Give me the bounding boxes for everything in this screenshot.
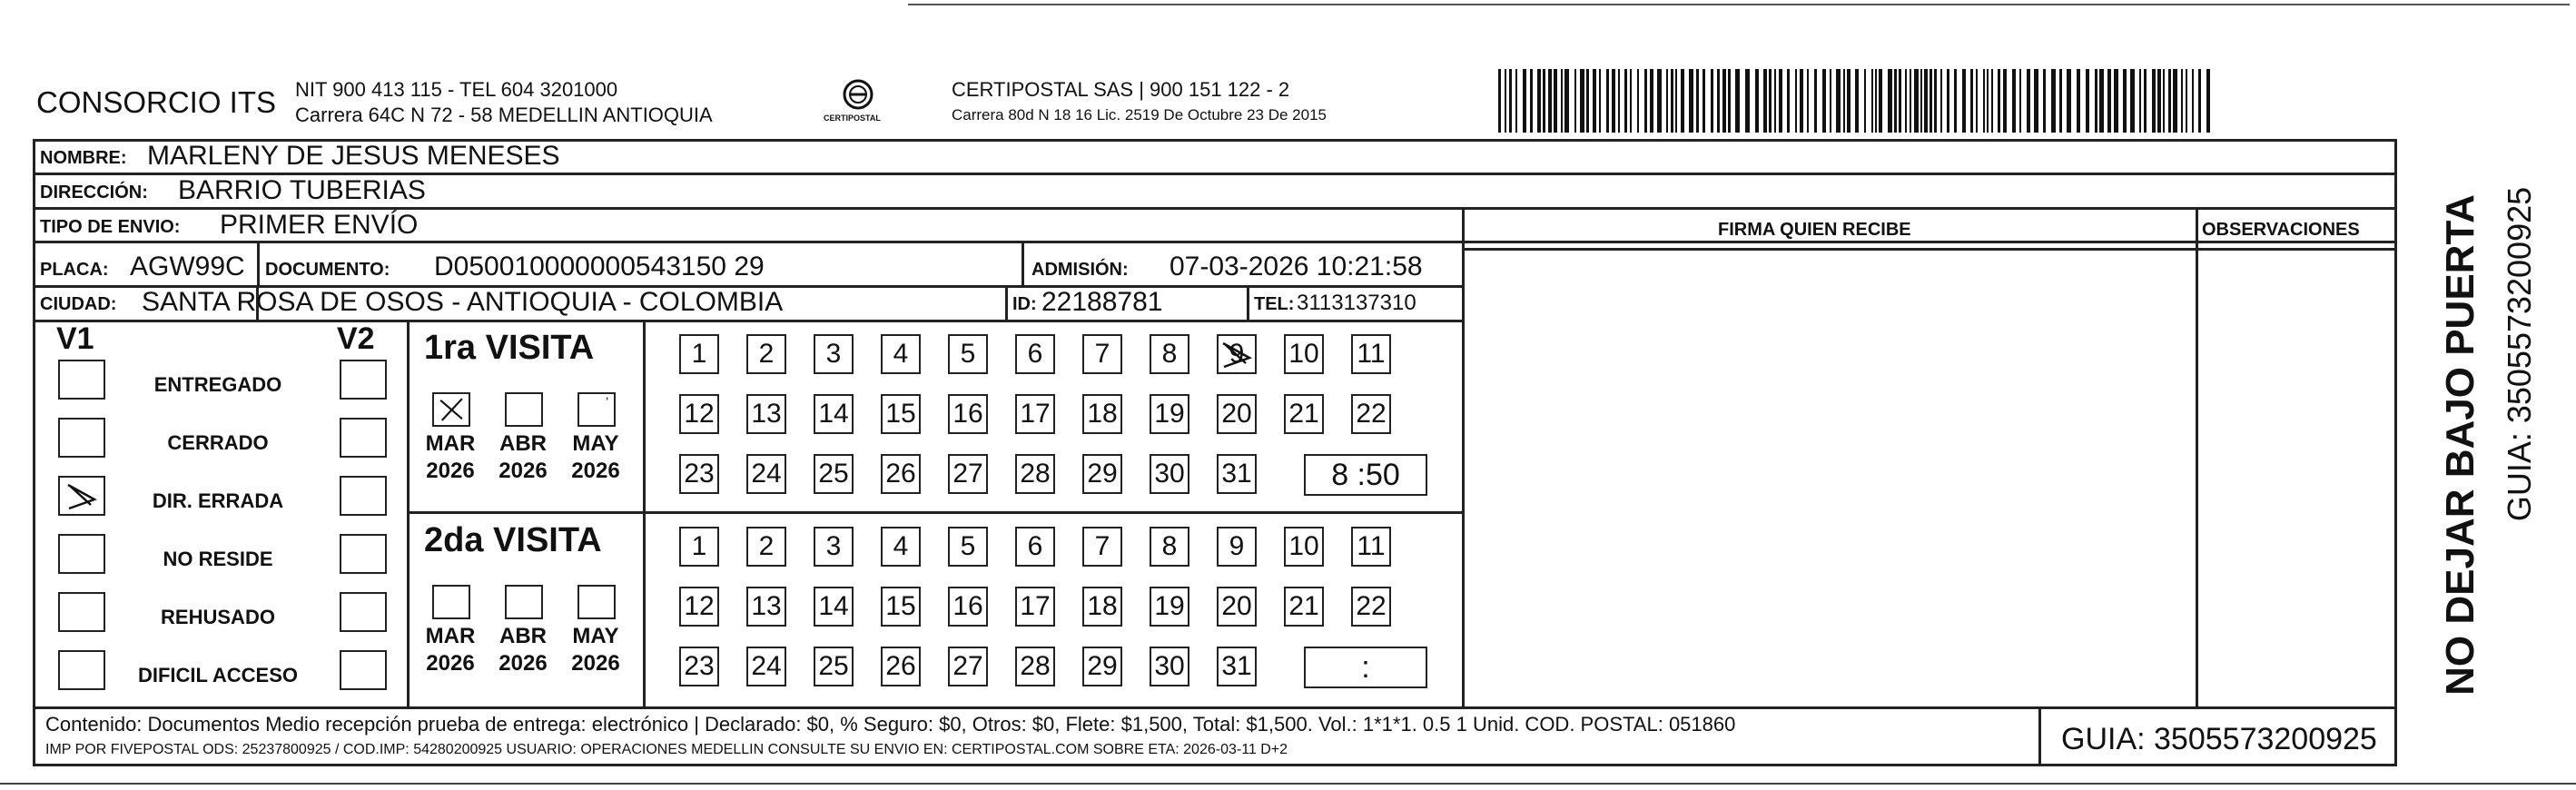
- visit-day-box[interactable]: [1015, 527, 1055, 567]
- carrier-line1: CERTIPOSTAL SAS | 900 151 122 - 2: [952, 78, 1290, 101]
- visit-time-box[interactable]: :: [1304, 647, 1427, 688]
- visit-title: 2da VISITA: [424, 521, 602, 559]
- visit-day-number: 6: [1027, 531, 1043, 561]
- visit-day-number: 18: [1087, 591, 1118, 621]
- visit-day-number: 17: [1020, 399, 1051, 429]
- visit-day-number: 30: [1154, 459, 1185, 489]
- visit-day-box[interactable]: [746, 647, 786, 686]
- placa-value: AGW99C: [130, 252, 245, 281]
- visit-month-label: MAR: [425, 624, 476, 648]
- visit-day-number: 31: [1221, 459, 1252, 489]
- visit-day-number: 23: [684, 651, 715, 681]
- tipo-envio-label: TIPO DE ENVIO:: [40, 217, 181, 237]
- side-guia: GUIA: 3505573200925: [2501, 186, 2538, 522]
- status-v1-checkbox[interactable]: [58, 418, 105, 458]
- visit-day-number: 21: [1288, 591, 1319, 621]
- visit-day-number: 12: [684, 399, 715, 429]
- visit-day-number: 16: [952, 399, 983, 429]
- visit-day-number: 10: [1288, 339, 1319, 369]
- visit-day-number: 8: [1161, 531, 1178, 561]
- visit-day-box[interactable]: [881, 647, 921, 686]
- visit-day-number: 8: [1161, 339, 1178, 369]
- company-name: CONSORCIO ITS: [36, 85, 277, 119]
- visit-day-number: 28: [1020, 651, 1051, 681]
- visit-day-box[interactable]: [814, 587, 854, 627]
- status-v1-checkbox[interactable]: [58, 360, 105, 400]
- visit-day-box[interactable]: [814, 647, 854, 686]
- status-v2-checkbox[interactable]: [340, 476, 387, 516]
- footer-guia: GUIA: 3505573200925: [2061, 722, 2377, 756]
- visit-day-number: 24: [751, 651, 782, 681]
- status-v1-checkbox[interactable]: [58, 650, 105, 690]
- visit-day-number: 17: [1020, 591, 1051, 621]
- visit-day-number: 6: [1027, 339, 1043, 369]
- visit-day-box[interactable]: [1082, 394, 1122, 434]
- visit-month-checkbox[interactable]: [577, 392, 616, 427]
- placa-label: PLACA:: [40, 260, 109, 280]
- id-value: 22188781: [1041, 287, 1163, 317]
- visit-day-number: 7: [1094, 339, 1110, 369]
- visit-day-box[interactable]: [679, 394, 719, 434]
- ciudad-value: SANTA ROSA DE OSOS - ANTIOQUIA - COLOMBIA: [142, 287, 784, 317]
- visit-day-box[interactable]: [814, 394, 854, 434]
- visit-day-box[interactable]: [1284, 587, 1324, 627]
- visit-day-number: 26: [885, 651, 916, 681]
- visit-day-number: 19: [1154, 591, 1185, 621]
- visit-day-number: 27: [952, 459, 983, 489]
- visit-day-number: 28: [1020, 459, 1051, 489]
- visit-day-number: 1: [691, 531, 707, 561]
- visit-month-label: MAY: [572, 624, 619, 648]
- visit-day-box[interactable]: [679, 647, 719, 686]
- visit-day-box[interactable]: [1284, 394, 1324, 434]
- company-line2: Carrera 64C N 72 - 58 MEDELLIN ANTIOQUIA: [295, 104, 713, 126]
- visit-day-box[interactable]: [679, 334, 719, 374]
- visit-day-box[interactable]: [948, 334, 988, 374]
- visit-day-number: 15: [885, 399, 916, 429]
- visit-day-box[interactable]: [948, 647, 988, 686]
- visit-day-number: 9: [1229, 531, 1245, 561]
- status-v2-checkbox[interactable]: [340, 592, 387, 632]
- direccion-value: BARRIO TUBERIAS: [178, 175, 426, 205]
- status-v1-checkbox[interactable]: [58, 476, 105, 516]
- status-label: CERRADO: [167, 431, 269, 454]
- visit-day-box[interactable]: [679, 454, 719, 494]
- visit-day-box[interactable]: [1015, 587, 1055, 627]
- footer-line1: Contenido: Documentos Medio recepción prueba de entrega: electrónico | Declarado: $0, % Seguro: $0, Otros: $0, Flete: $1,500, Total: $1,500. Vol.: 1*1*1. 0.5 1 Unid. COD. POSTAL: 051860: [45, 713, 1736, 736]
- visit-day-number: 30: [1154, 651, 1185, 681]
- visit-day-number: 31: [1221, 651, 1252, 681]
- visit-day-number: 14: [818, 399, 849, 429]
- visit-day-number: 23: [684, 459, 715, 489]
- v1-label: V1: [56, 321, 94, 356]
- visit-day-number: 5: [960, 339, 976, 369]
- visit-day-box[interactable]: [1217, 527, 1257, 567]
- certipostal-logo: [822, 74, 894, 129]
- visit-day-number: 24: [751, 459, 782, 489]
- visit-day-box[interactable]: [1351, 527, 1391, 567]
- visit-day-box[interactable]: [814, 527, 854, 567]
- status-label: ENTREGADO: [153, 373, 282, 396]
- visit-day-box[interactable]: [746, 454, 786, 494]
- scan-edge-line: [908, 4, 2570, 5]
- visit-day-number: 11: [1357, 531, 1386, 561]
- status-v2-checkbox[interactable]: [340, 534, 387, 574]
- visit-day-number: 29: [1087, 459, 1118, 489]
- nombre-value: MARLENY DE JESUS MENESES: [147, 141, 560, 171]
- visit-day-box[interactable]: [1150, 587, 1189, 627]
- observations-area[interactable]: [2199, 252, 2395, 706]
- visit-day-number: 19: [1154, 399, 1185, 429]
- visit-day-number: 22: [1356, 591, 1387, 621]
- visit-day-number: 7: [1094, 531, 1110, 561]
- visit-month-checkbox[interactable]: [577, 585, 616, 619]
- visit-day-number: 14: [818, 591, 849, 621]
- visit-day-number: 16: [952, 591, 983, 621]
- visit-day-number: 4: [893, 531, 909, 561]
- visit-day-box[interactable]: [948, 394, 988, 434]
- tipo-envio-value: PRIMER ENVÍO: [220, 210, 419, 240]
- visit-day-box[interactable]: [1150, 454, 1189, 494]
- visit-day-box[interactable]: [1150, 647, 1189, 686]
- visit-day-box[interactable]: [881, 454, 921, 494]
- visit-day-box[interactable]: [881, 527, 921, 567]
- tel-label: TEL:: [1254, 294, 1295, 314]
- status-label: REHUSADO: [161, 606, 275, 628]
- visit-month-checkbox[interactable]: [432, 392, 470, 427]
- status-label: DIFICIL ACCESO: [137, 664, 299, 686]
- tel-value: 3113137310: [1297, 291, 1416, 315]
- visit-year-label: 2026: [571, 651, 620, 676]
- visit-day-number: 18: [1087, 399, 1118, 429]
- visit-day-box[interactable]: [948, 527, 988, 567]
- visit-year-label: 2026: [498, 459, 548, 483]
- visit-day-number: 4: [893, 339, 909, 369]
- footer-line2: IMP POR FIVEPOSTAL ODS: 25237800925 / COD.IMP: 54280200925 USUARIO: OPERACIONES MEDELLIN CONSULTE SU ENVIO EN: CERTIPOSTAL.COM SOBRE ETA: 2026-03-11 D+2: [45, 742, 1288, 757]
- visit-day-box[interactable]: [1082, 647, 1122, 686]
- visit-day-box[interactable]: [881, 394, 921, 434]
- visit-day-box[interactable]: [746, 587, 786, 627]
- visit-day-box[interactable]: [1150, 334, 1189, 374]
- carrier-line2: Carrera 80d N 18 16 Lic. 2519 De Octubre 23 De 2015: [952, 106, 1327, 123]
- visit-month-checkbox[interactable]: [505, 392, 543, 427]
- visit-day-box[interactable]: [1284, 334, 1324, 374]
- visit-day-box[interactable]: [1217, 454, 1257, 494]
- visit-day-box[interactable]: [881, 334, 921, 374]
- visit-day-box[interactable]: [1015, 454, 1055, 494]
- visit-day-box[interactable]: [746, 334, 786, 374]
- visit-day-box[interactable]: [1351, 587, 1391, 627]
- visit-day-box[interactable]: [948, 454, 988, 494]
- visit-day-box[interactable]: [679, 527, 719, 567]
- visit-day-number: 2: [758, 531, 775, 561]
- visit-day-box[interactable]: [1150, 394, 1189, 434]
- observaciones-header: OBSERVACIONES: [2202, 220, 2360, 240]
- visit-month-label: ABR: [499, 431, 547, 456]
- visit-day-number: 25: [818, 651, 849, 681]
- visit-day-number: 21: [1288, 399, 1319, 429]
- visit-month-label: MAY: [572, 431, 619, 456]
- visit-day-box[interactable]: [1351, 334, 1391, 374]
- visit-day-number: 13: [751, 399, 782, 429]
- visit-day-box[interactable]: [1015, 334, 1055, 374]
- status-v1-checkbox[interactable]: [58, 592, 105, 632]
- scan-bottom-line: [0, 783, 2576, 785]
- visit-day-box[interactable]: [679, 587, 719, 627]
- status-label: DIR. ERRADA: [152, 489, 284, 512]
- visit-year-label: 2026: [498, 651, 548, 676]
- visit-title: 1ra VISITA: [424, 329, 595, 367]
- status-v2-checkbox[interactable]: [340, 418, 387, 458]
- visit-month-label: ABR: [499, 624, 547, 648]
- visit-day-box[interactable]: [1015, 647, 1055, 686]
- documento-value: D050010000000543150 29: [434, 252, 765, 281]
- status-v2-checkbox[interactable]: [340, 360, 387, 400]
- status-v1-checkbox[interactable]: [58, 534, 105, 574]
- visit-day-number: 2: [758, 339, 775, 369]
- visit-day-box[interactable]: [1082, 587, 1122, 627]
- visit-day-number: 9: [1229, 339, 1245, 369]
- visit-day-number: 13: [751, 591, 782, 621]
- visit-day-box[interactable]: [746, 527, 786, 567]
- status-v2-checkbox[interactable]: [340, 650, 387, 690]
- visit-day-box[interactable]: [1015, 394, 1055, 434]
- visit-year-label: 2026: [426, 459, 475, 483]
- barcode: [1498, 69, 2225, 133]
- visit-day-number: 26: [885, 459, 916, 489]
- visit-day-number: 1: [691, 339, 707, 369]
- visit-day-box[interactable]: [1082, 454, 1122, 494]
- visit-day-number: 3: [825, 531, 842, 561]
- ciudad-label: CIUDAD:: [40, 294, 117, 314]
- visit-day-number: 22: [1356, 399, 1387, 429]
- visit-day-box[interactable]: [948, 587, 988, 627]
- visit-day-number: 12: [684, 591, 715, 621]
- visit-day-number: 20: [1221, 591, 1252, 621]
- visit-day-number: 3: [825, 339, 842, 369]
- visit-day-number: 25: [818, 459, 849, 489]
- visit-day-number: 10: [1288, 531, 1319, 561]
- firma-header: FIRMA QUIEN RECIBE: [1718, 220, 1911, 240]
- visit-day-box[interactable]: [1351, 394, 1391, 434]
- side-warning: NO DEJAR BAJO PUERTA: [2438, 194, 2482, 696]
- admision-value: 07-03-2026 10:21:58: [1170, 252, 1423, 281]
- signature-area[interactable]: [1466, 252, 2194, 706]
- admision-label: ADMISIÓN:: [1031, 260, 1129, 280]
- id-label: ID:: [1012, 294, 1037, 314]
- visit-day-number: 5: [960, 531, 976, 561]
- visit-day-box[interactable]: [881, 587, 921, 627]
- visit-month-checkbox[interactable]: [505, 585, 543, 619]
- visit-month-checkbox[interactable]: [432, 585, 470, 619]
- visit-day-box[interactable]: [814, 454, 854, 494]
- documento-label: DOCUMENTO:: [265, 260, 390, 280]
- direccion-label: DIRECCIÓN:: [40, 183, 148, 202]
- visit-day-box[interactable]: [1082, 334, 1122, 374]
- visit-day-box[interactable]: [1284, 527, 1324, 567]
- visit-time-box[interactable]: 8 :50: [1304, 454, 1427, 496]
- visit-month-label: MAR: [425, 431, 476, 456]
- company-line1: NIT 900 413 115 - TEL 604 3201000: [295, 78, 618, 101]
- nombre-label: NOMBRE:: [40, 148, 127, 168]
- status-label: NO RESIDE: [163, 548, 273, 570]
- visit-day-number: 15: [885, 591, 916, 621]
- visit-day-box[interactable]: [1217, 647, 1257, 686]
- visit-day-box[interactable]: [1217, 334, 1257, 374]
- visit-day-number: 27: [952, 651, 983, 681]
- visit-day-number: 20: [1221, 399, 1252, 429]
- visit-day-box[interactable]: [1217, 394, 1257, 434]
- visit-day-box[interactable]: [1217, 587, 1257, 627]
- visit-day-box[interactable]: [1082, 527, 1122, 567]
- visit-day-box[interactable]: [1150, 527, 1189, 567]
- month-mark: ': [606, 394, 608, 409]
- v2-label: V2: [337, 321, 375, 356]
- visit-day-box[interactable]: [814, 334, 854, 374]
- visit-day-number: 11: [1357, 339, 1386, 369]
- logo-caption: CERTIPOSTAL: [824, 114, 881, 123]
- visit-day-box[interactable]: [746, 394, 786, 434]
- visit-day-number: 29: [1087, 651, 1118, 681]
- visit-year-label: 2026: [426, 651, 475, 676]
- visit-year-label: 2026: [571, 459, 620, 483]
